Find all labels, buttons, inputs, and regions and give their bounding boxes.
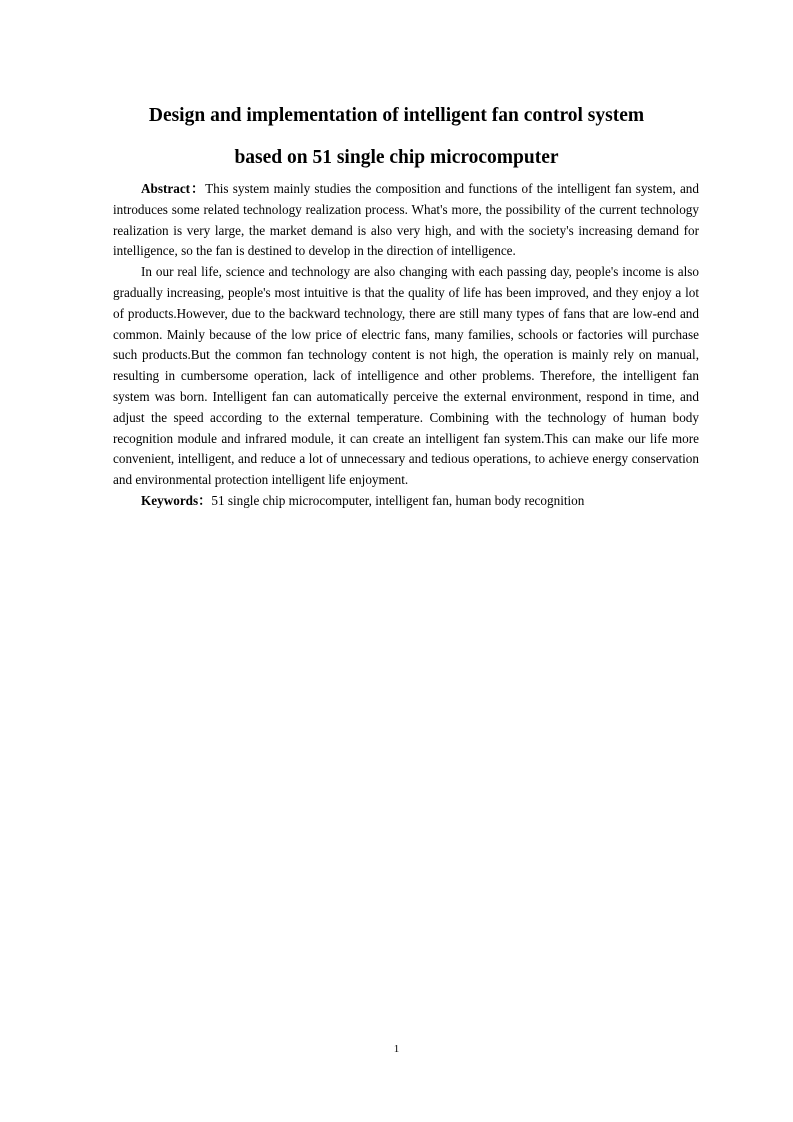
keywords-line	[113, 491, 699, 512]
abstract-section	[113, 179, 699, 512]
abstract-label: Abstract：	[141, 181, 206, 196]
page-number: 1	[393, 1043, 400, 1055]
abstract-paragraph-1-text: This system mainly studies the composition and functions of the intelligent fan system, and introduces some related technology realization process. What's more, the possibility of the current technology realization is very large, the market demand is also very high, and with the society's increasing demand for intelligence, so the fan is destined to develop in the direction of intelligence.	[113, 181, 699, 259]
abstract-paragraph-2: In our real life, science and technology are also changing with each passing day, people's income is also gradually increasing, people's most intuitive is that the quality of life has been improved, and they enjoy a lot of products.However, due to the backward technology, there are still many types of fans that are low-end and common. Mainly because of the low price of electric fans, many families, schools or factories will purchase such products.But the common fan technology content is not high, the operation is mainly rely on manual, resulting in cumbersome operation, lack of intelligence and other problems. Therefore, the intelligent fan system was born. Intelligent fan can automatically perceive the external environment, respond in time, and adjust the speed according to the external temperature. Combining with the technology of human body recognition module and infrared module, it can create an intelligent fan system.This can make our life more convenient, intelligent, and reduce a lot of unnecessary and tedious operations, to achieve energy conservation and environmental protection intelligent life enjoyment.	[113, 264, 699, 488]
keywords-text: 51 single chip microcomputer, intelligent fan, human body recognition	[211, 492, 585, 508]
abstract-paragraph-1	[113, 179, 699, 262]
keywords-label: Keywords：	[141, 492, 212, 508]
paper-title-line-1: Design and implementation of intelligent fan control system	[148, 105, 645, 126]
paper-title-line-2: based on 51 single chip microcomputer	[234, 147, 559, 168]
